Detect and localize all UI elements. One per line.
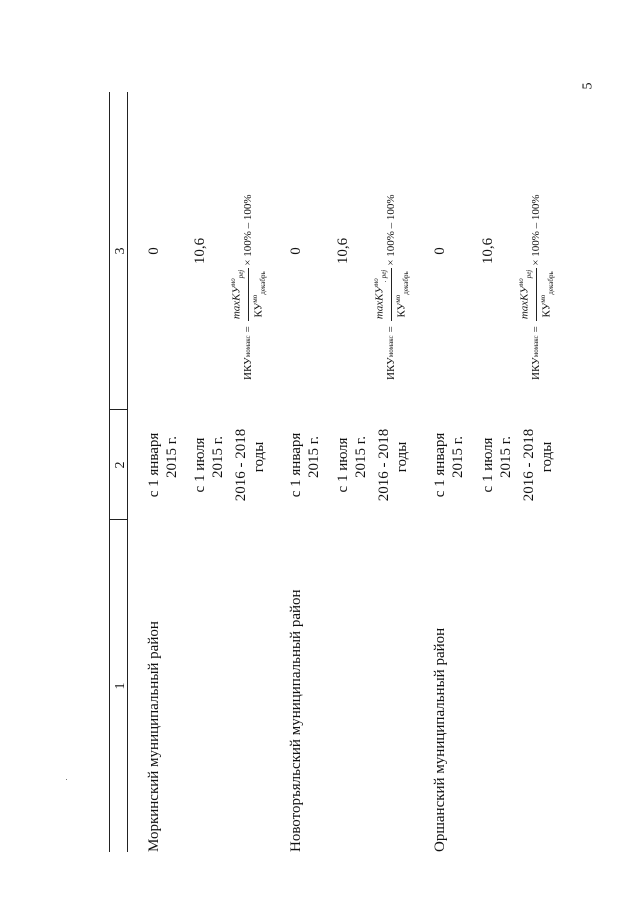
value-cell: 0 [288, 247, 304, 255]
period-cell [334, 410, 370, 520]
table-top-rule [109, 92, 110, 852]
header-col-3: 3 [113, 247, 128, 255]
formula-numerator [227, 268, 249, 321]
formula-sup: мо [244, 349, 253, 358]
formula-numerator [370, 268, 392, 321]
formula-numerator [515, 268, 537, 321]
formula-cell [515, 194, 558, 380]
formula-fraction [515, 268, 558, 321]
formula-equals: = [530, 326, 543, 333]
period-line: 2015 г. [498, 436, 514, 478]
den-sup: мо [393, 294, 402, 303]
period-cell [145, 410, 181, 520]
num-sup: мо [517, 278, 525, 287]
formula-cell [227, 194, 270, 380]
scan-speck [385, 281, 386, 282]
header-col-1: 1 [113, 682, 128, 690]
formula-sub: макс [244, 335, 253, 350]
page-number: 5 [580, 82, 596, 90]
num-sup: мо [229, 278, 237, 287]
period-line: 2016 - 2018 [233, 428, 249, 502]
formula-tail: × 100% – 100% [385, 194, 398, 266]
num-sub: pej [236, 269, 245, 279]
formula-sup: мо [532, 349, 541, 358]
tariff-table [109, 92, 640, 852]
district-name: Оршанский муниципальный район [432, 627, 448, 852]
den-sub: декабрь [401, 271, 410, 295]
den-sup: мо [538, 294, 547, 303]
period-line: 2015 г. [164, 436, 180, 478]
period-line: с 1 июля [480, 437, 496, 493]
formula-tail: × 100% – 100% [530, 194, 543, 266]
formula-fraction [227, 268, 270, 321]
period-line: с 1 января [146, 432, 162, 498]
formula-denominator [537, 269, 558, 319]
header-col-2: 2 [113, 461, 128, 469]
num-sub: pej [379, 269, 388, 279]
period-line: с 1 июля [335, 437, 351, 493]
formula-tail: × 100% – 100% [242, 194, 255, 266]
period-line: с 1 января [432, 432, 448, 498]
formula-sub: макс [387, 335, 396, 350]
period-cell [431, 410, 467, 520]
period-cell [287, 410, 323, 520]
period-line: с 1 января [288, 432, 304, 498]
scan-speck [66, 779, 67, 780]
formula-sub: макс [532, 335, 541, 350]
period-cell [232, 410, 268, 520]
period-line: 2015 г. [210, 436, 226, 478]
period-line: 2015 г. [306, 436, 322, 478]
den-sub: декабрь [258, 271, 267, 295]
num-main: maxКУ [373, 286, 386, 320]
value-cell: 10,6 [335, 237, 351, 265]
num-main: maxКУ [230, 286, 243, 320]
period-cell [520, 410, 556, 520]
formula-lhs: ИКУ [385, 357, 398, 380]
period-line: годы [394, 441, 410, 473]
den-main: КУ [252, 302, 265, 318]
formula-cell [370, 194, 413, 380]
value-cell: 0 [432, 247, 448, 255]
den-sup: мо [250, 294, 259, 303]
period-cell [375, 410, 411, 520]
value-cell: 10,6 [192, 237, 208, 265]
formula-denominator [392, 269, 413, 319]
formula-denominator [249, 269, 270, 319]
formula-equals: = [385, 326, 398, 333]
value-cell: 0 [146, 247, 162, 255]
district-name: Моркинский муниципальный район [146, 621, 162, 852]
period-line: 2015 г. [450, 436, 466, 478]
value-cell: 10,6 [480, 237, 496, 265]
period-line: 2016 - 2018 [521, 428, 537, 502]
district-name: Новоторъяльский муниципальный район [288, 589, 304, 852]
period-line: 2015 г. [353, 436, 369, 478]
num-main: maxКУ [518, 286, 531, 320]
formula-lhs: ИКУ [530, 357, 543, 380]
formula-lhs: ИКУ [242, 357, 255, 380]
num-sup: мо [372, 278, 380, 287]
formula-fraction [370, 268, 413, 321]
num-sub: pej [524, 269, 533, 279]
den-main: КУ [395, 302, 408, 318]
formula-sup: мо [387, 349, 396, 358]
rotated-table-page [109, 92, 640, 852]
period-cell [191, 410, 227, 520]
period-line: с 1 июля [192, 437, 208, 493]
period-cell [479, 410, 515, 520]
den-main: КУ [540, 302, 553, 318]
period-line: годы [539, 441, 555, 473]
formula-equals: = [242, 326, 255, 333]
den-sub: декабрь [546, 271, 555, 295]
period-line: 2016 - 2018 [376, 428, 392, 502]
period-line: годы [251, 441, 267, 473]
